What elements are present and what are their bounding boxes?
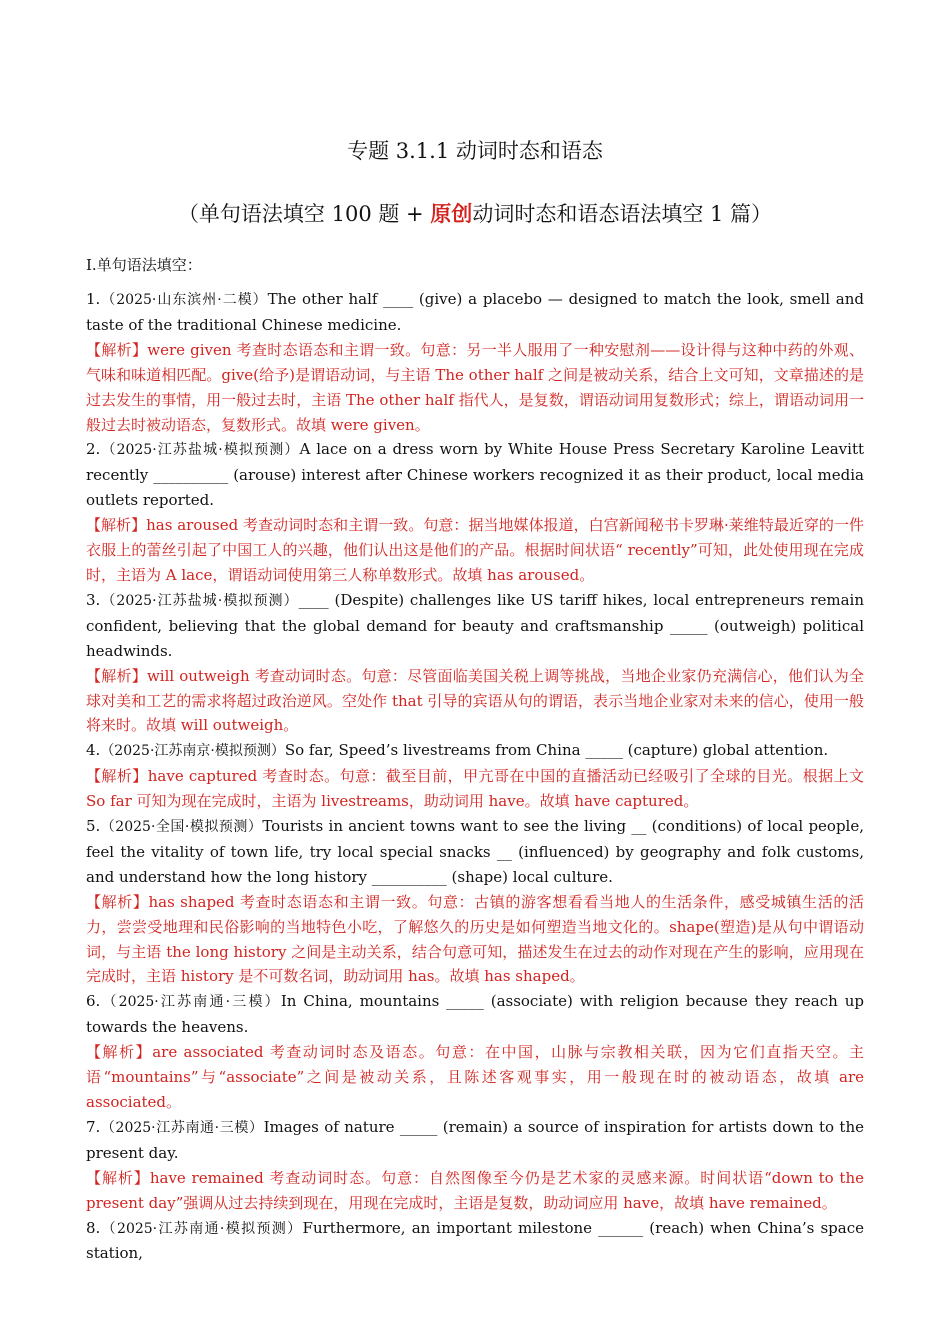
answer-text: has shaped 考查时态语态和主谓一致。句意：古镇的游客想看看当地人的生活条件，感受城镇生活的活力，尝尝受地理和民俗影响的当地特色小吃，了解悠久的历史是如何塑造当地文化的。shape(塑造)是从句中谓语动词，与主语 the long history 之间是主动关系，结合句意可知，描述发生在过去的动作对现在产生的影响，应用现在完成时，主语 history 是不可数名词，助动词用 has。故填 has shaped。 [86,892,864,986]
subtitle-part1: （单句语法填空 100 题 + [177,202,431,226]
answer-tag: 【解析】 [86,892,149,911]
question-text: The other half ____ (give) a placebo — designed to match the look, smell and taste of the traditional Chinese medicine. [86,290,864,334]
question-source: （2025·江苏南通·模拟预测） [100,1220,303,1237]
question-number: 7. [86,1117,101,1136]
answer-4 [86,764,864,814]
answer-3 [86,664,864,739]
answer-2 [86,513,864,588]
question-text: In China, mountains _____ (associate) with religion because they reach up towards the heavens. [86,992,864,1037]
subtitle-highlight: 原创 [430,201,473,226]
answer-7 [86,1166,864,1216]
question-1 [86,287,864,338]
answer-1 [86,338,864,438]
question-3 [86,588,864,664]
question-source: （2025·江苏盐城·模拟预测） [100,442,300,459]
answer-text: has aroused 考查动词时态和主谓一致。句意：据当地媒体报道，白宫新闻秘书卡罗琳·莱维特最近穿的一件衣服上的蕾丝引起了中国工人的兴趣，他们认出这是他们的产品。根据时间状语“ recently”可知，此处使用现在完成时，主语为 A lace，谓语动词使用第三人称单数形式。故填 has aroused。 [86,516,864,584]
question-5 [86,814,864,890]
question-number: 6. [86,992,101,1011]
question-source: （2025·江苏南京·模拟预测） [100,743,285,760]
subtitle-part2: 动词时态和语态语法填空 1 篇） [472,202,773,226]
question-list [86,287,864,1266]
question-source: （2025·江苏南通·三模） [100,994,281,1011]
answer-text: have captured 考查时态。句意：截至目前，甲亢哥在中国的直播活动已经吸引了全球的目光。根据上文 So far 可知为现在完成时，主语为 livestreams，助动词用 have。故填 have captured。 [86,767,864,811]
question-number: 4. [86,741,101,760]
answer-text: are associated 考查动词时态及语态。句意：在中国，山脉与宗教相关联，因为它们直指天空。主语“mountains”与“associate”之间是被动关系，且陈述客观事实，用一般现在时的被动语态，故填 are associated。 [86,1043,864,1111]
question-2 [86,437,864,513]
question-number: 5. [86,817,101,836]
answer-text: will outweigh 考查动词时态。句意：尽管面临美国关税上调等挑战，当地企业家仍充满信心，他们认为全球对美和工艺的需求将超过政治逆风。空处作 that 引导的宾语从句的谓语，表示当地企业家对未来的信心，使用一般将来时。故填 will outweigh。 [86,666,864,735]
question-source: （2025·江苏南通·三模） [100,1119,264,1136]
section-heading: I.单句语法填空： [86,256,202,274]
question-number: 2. [86,440,101,459]
question-number: 1. [86,290,101,308]
answer-tag: 【解析】 [86,1168,150,1187]
answer-6 [86,1040,864,1115]
question-8 [86,1216,864,1267]
page-subtitle [86,200,864,228]
question-text: So far, Speed’s livestreams from China _____ (capture) global attention. [284,741,829,760]
question-4 [86,738,864,764]
question-text: Tourists in ancient towns want to see the living __ (conditions) of local people, feel the vitality of town life, try local special snacks __ (influenced) by geography and folk customs, and understand how the long history __________ (shape) local culture. [86,817,864,886]
question-7 [86,1115,864,1166]
answer-tag: 【解析】 [86,1043,153,1062]
question-number: 3. [86,590,101,609]
question-number: 8. [86,1218,101,1237]
page-title: 专题 3.1.1 动词时态和语态 [347,139,603,163]
answer-text: were given 考查时态语态和主谓一致。句意：另一半人服用了一种安慰剂——设计得与这种中药的外观、气味和味道相匹配。give(给予)是谓语动词，与主语 The other half 之间是被动关系，结合上文可知，文章描述的是过去发生的事情，用一般过去时，主语 The other half 指代人，是复数，谓语动词用复数形式；综上，谓语动词用一般过去时被动语态，复数形式。故填 were given。 [86,340,864,434]
question-source: （2025·江苏盐城·模拟预测） [100,592,299,609]
answer-tag: 【解析】 [86,340,148,359]
question-source: （2025·全国·模拟预测） [100,819,263,836]
question-text: ____ (Despite) challenges like US tariff hikes, local entrepreneurs remain confident, believing that the global demand for beauty and craftsmanship _____ (outweigh) political headwinds. [86,590,864,660]
question-source: （2025·山东滨州·二模） [100,292,268,308]
answer-5 [86,890,864,990]
question-text: Furthermore, an important milestone ______ (reach) when China’s space station, [86,1218,864,1263]
question-6 [86,989,864,1040]
answer-tag: 【解析】 [86,666,147,685]
answer-tag: 【解析】 [86,767,148,786]
answer-text: have remained 考查动词时态。句意：自然图像至今仍是艺术家的灵感来源。时间状语“down to the present day”强调从过去持续到现在，用现在完成时，主语是复数，助动词应用 have，故填 have remained。 [86,1168,864,1212]
question-text: Images of nature _____ (remain) a source of inspiration for artists down to the present day. [86,1117,864,1162]
answer-tag: 【解析】 [86,516,147,535]
question-text: A lace on a dress worn by White House Press Secretary Karoline Leavitt recently __________ (arouse) interest after Chinese workers recognized it as their product, local media outlets reported. [86,440,864,510]
